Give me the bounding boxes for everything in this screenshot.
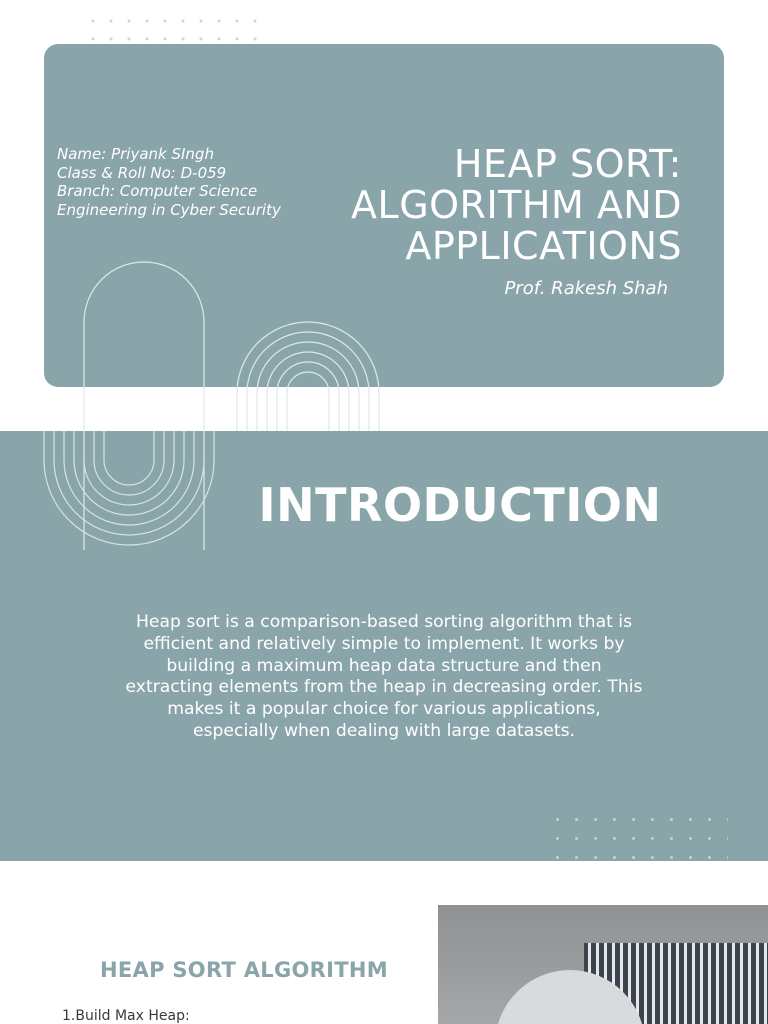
intro-line: building a maximum heap data structure and then (166, 655, 602, 676)
u-outline (104, 431, 154, 485)
decorative-photo (438, 905, 768, 1024)
intro-line: especially when dealing with large datasets. (192, 720, 576, 741)
student-name: Name: Priyank SIngh (57, 145, 214, 163)
arch-outline (237, 322, 379, 431)
arch-outline (287, 372, 329, 431)
arch-outline (257, 342, 359, 431)
decorative-dot-grid (548, 810, 728, 860)
introduction-paragraph (100, 612, 668, 743)
photo-illustration (438, 905, 768, 1024)
u-outline (84, 431, 174, 505)
arch-outline (267, 352, 349, 431)
page-title (300, 144, 682, 267)
introduction-heading: INTRODUCTION (258, 478, 662, 532)
intro-line: Heap sort is a comparison-based sorting algorithm that is (135, 612, 633, 632)
intro-line: makes it a popular choice for various applications, (167, 699, 601, 720)
u-outline (74, 431, 184, 515)
algorithm-step: 1.Build Max Heap: (62, 1008, 190, 1024)
student-branch-cont: Engineering in Cyber Security (57, 200, 281, 219)
intro-line: efficient and relatively simple to implement. It works by (143, 633, 625, 654)
professor-name: Prof. Rakesh Shah (504, 278, 668, 299)
intro-line: extracting elements from the heap in decreasing order. This (125, 677, 643, 698)
title-line-3: APPLICATIONS (405, 224, 682, 268)
student-branch: Branch: Computer Science (57, 182, 258, 200)
student-class-roll: Class & Roll No: D-059 (57, 163, 227, 182)
student-info (57, 145, 327, 219)
title-line-2: ALGORITHM AND (351, 183, 682, 227)
u-outline (54, 431, 204, 535)
algorithm-heading: HEAP SORT ALGORITHM (100, 958, 388, 982)
arch-outline (247, 332, 369, 431)
arch-outline (84, 262, 204, 550)
title-line-1: HEAP SORT: (453, 142, 682, 186)
